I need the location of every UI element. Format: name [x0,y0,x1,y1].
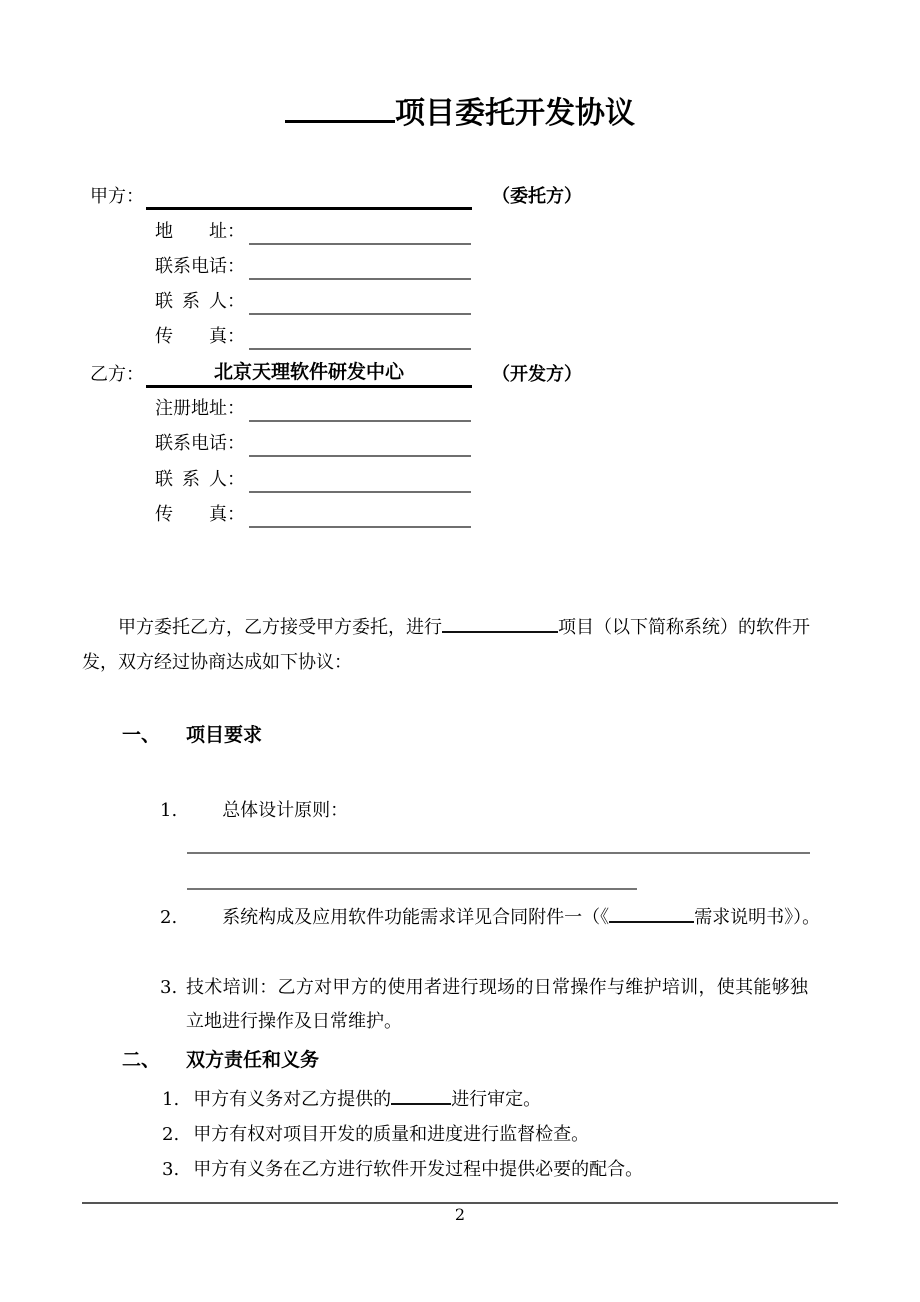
section-1-item-3 [160,971,808,1039]
party-a-name-blank [146,181,472,210]
item-text: 总体设计原则： [222,800,349,821]
title-fill-in-blank [285,120,395,123]
item-number: 1. [160,800,178,821]
party-b-field-contact [155,467,471,493]
item-number: 2. [160,907,178,928]
field-label: 联系人 [155,291,227,312]
party-b-field-reg-address [155,396,471,422]
item-text: 甲方有义务在乙方进行软件开发过程中提供必要的配合。 [193,1159,644,1180]
party-b-name: 北京天理软件研发中心 [213,361,404,383]
section-1-item-2 [160,903,820,933]
writing-line [187,852,810,854]
field-label: 地址 [155,221,227,242]
field-label: 传真 [155,504,227,525]
section-number: 二、 [122,1049,161,1071]
party-a-field-phone [155,254,471,280]
party-b-row [90,359,582,388]
section-title: 项目要求 [186,724,263,746]
project-name-blank [442,631,558,633]
field-label: 联系电话 [155,256,227,277]
item-text: 技术培训：乙方对甲方的使用者进行现场的日常操作与维护培训，使其能够独立地进行操作及日常维护。 [186,977,808,1032]
party-a-row [90,181,582,210]
item-text-after: 进行审定。 [451,1089,542,1110]
section-2-item-1 [162,1085,541,1115]
item-text-before: 系统构成及应用软件功能需求详见合同附件一（《 [222,907,610,928]
field-label: 注册地址 [155,398,227,419]
item-text-after: 需求说明书》）。 [694,907,821,928]
party-b-field-fax [155,502,471,528]
item-number: 3. [162,1159,180,1180]
fill-in-blank [249,504,471,528]
party-a-field-fax [155,324,471,350]
field-colon: ： [227,504,245,525]
party-a-role: （委托方） [492,186,582,207]
field-colon: ： [227,433,245,454]
attachment-name-blank [609,921,694,923]
page-title: 项目委托开发协议 [395,96,635,131]
party-b-name-blank [146,359,472,388]
field-colon: ： [227,291,245,312]
section-2-item-2 [162,1120,589,1150]
writing-line [187,888,637,890]
section-1-heading [122,721,262,749]
party-b-field-phone [155,431,471,457]
field-label: 联系人 [155,469,227,490]
section-1-item-1 [160,796,348,826]
fill-in-blank [249,291,471,315]
fill-in-blank [249,221,471,245]
section-title: 双方责任和义务 [186,1049,320,1071]
deliverable-blank [391,1103,451,1105]
party-a-field-contact [155,289,471,315]
field-colon: ： [227,221,245,242]
section-2-item-3 [162,1155,643,1185]
item-number: 2. [162,1124,180,1145]
item-number: 1. [162,1089,180,1110]
party-a-field-address [155,219,471,245]
party-b-role: （开发方） [492,364,582,385]
section-number: 一、 [122,724,161,746]
fill-in-blank [249,326,471,350]
footer-divider [82,1202,838,1204]
item-number: 3. [160,977,178,998]
document-title-row [0,94,920,134]
fill-in-blank [249,433,471,457]
field-colon: ： [227,326,245,347]
party-a-label: 甲方： [90,186,144,207]
field-colon: ： [227,398,245,419]
intro-paragraph [82,610,839,680]
field-label: 联系电话 [155,433,227,454]
intro-text-after: 项目（以下简称系统）的软件开发，双方经过协商达成如下协议： [82,617,810,673]
field-colon: ： [227,256,245,277]
item-text: 甲方有权对项目开发的质量和进度进行监督检查。 [193,1124,590,1145]
party-b-label: 乙方： [90,364,144,385]
fill-in-blank [249,398,471,422]
field-colon: ： [227,469,245,490]
page-number: 2 [454,1205,466,1224]
item-text-before: 甲方有义务对乙方提供的 [193,1089,392,1110]
section-2-heading [122,1046,319,1074]
field-label: 传真 [155,326,227,347]
intro-text-before: 甲方委托乙方，乙方接受甲方委托，进行 [118,617,442,638]
fill-in-blank [249,469,471,493]
fill-in-blank [249,256,471,280]
